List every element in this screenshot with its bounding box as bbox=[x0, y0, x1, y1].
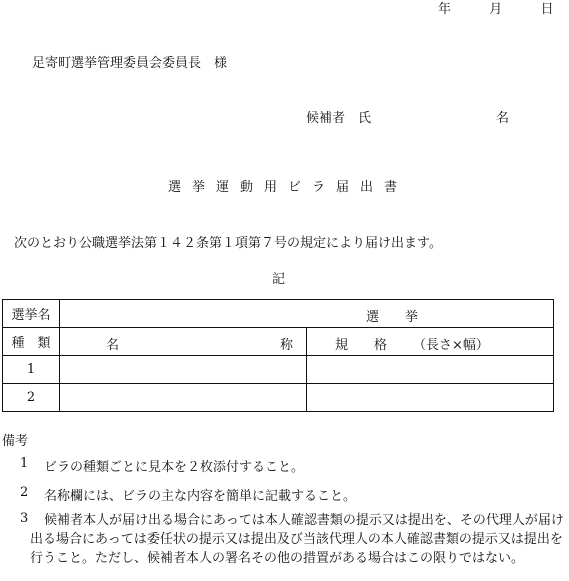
notes-list bbox=[0, 456, 569, 581]
candidate-name-suffix: 名 bbox=[496, 111, 510, 126]
note-number: 3 bbox=[20, 511, 29, 526]
note-text: 候補者本人が届け出る場合にあっては本人確認書類の提示又は提出を、その代理人が届け出る場合にあっては委任状の提示又は提出及び当該代理人の本人確認書類の提示又は提出を行うこと。ただし、候補者本人の署名その他の措置がある場合はこの限りではない。 bbox=[30, 513, 564, 566]
name-header bbox=[60, 328, 307, 356]
election-row bbox=[3, 300, 554, 328]
name-header-2: 称 bbox=[280, 338, 294, 353]
election-label: 選挙名 bbox=[3, 300, 60, 328]
spec-cell[interactable] bbox=[307, 356, 554, 384]
row-number: 2 bbox=[3, 384, 60, 412]
table-row bbox=[3, 384, 554, 412]
addressee: 足寄町選挙管理委員会委員長 様 bbox=[32, 56, 228, 71]
note-text: ビラの種類ごとに見本を２枚添付すること。 bbox=[44, 460, 305, 475]
notes-title: 備考 bbox=[2, 434, 29, 449]
table-row bbox=[3, 356, 554, 384]
election-name-cell[interactable] bbox=[60, 300, 554, 328]
note-number: 2 bbox=[20, 485, 29, 500]
name-cell[interactable] bbox=[60, 384, 307, 412]
spec-note: （長さ×幅） bbox=[413, 338, 489, 353]
row-number: 1 bbox=[3, 356, 60, 384]
spec-label: 規 格 bbox=[335, 338, 388, 353]
candidate-label: 候補者 氏 bbox=[306, 111, 372, 126]
type-label: 種 類 bbox=[3, 328, 60, 356]
note-text: 名称欄には、ビラの主な内容を簡単に記載すること。 bbox=[44, 489, 357, 504]
date-year: 年 bbox=[438, 2, 452, 17]
date-line bbox=[438, 0, 554, 17]
spec-header bbox=[307, 328, 554, 356]
election-suffix: 選 挙 bbox=[366, 310, 419, 325]
name-header-1: 名 bbox=[106, 338, 120, 353]
name-cell[interactable] bbox=[60, 356, 307, 384]
date-day: 日 bbox=[540, 2, 554, 17]
bill-table bbox=[2, 299, 554, 412]
ki-label: 記 bbox=[272, 272, 286, 287]
spec-cell[interactable] bbox=[307, 384, 554, 412]
document-title: 選挙運動用ビラ届出書 bbox=[168, 180, 409, 195]
header-row bbox=[3, 328, 554, 356]
date-month: 月 bbox=[489, 2, 503, 17]
note-number: 1 bbox=[20, 456, 29, 471]
intro-text: 次のとおり公職選挙法第１４２条第１項第７号の規定により届け出ます。 bbox=[14, 236, 442, 251]
